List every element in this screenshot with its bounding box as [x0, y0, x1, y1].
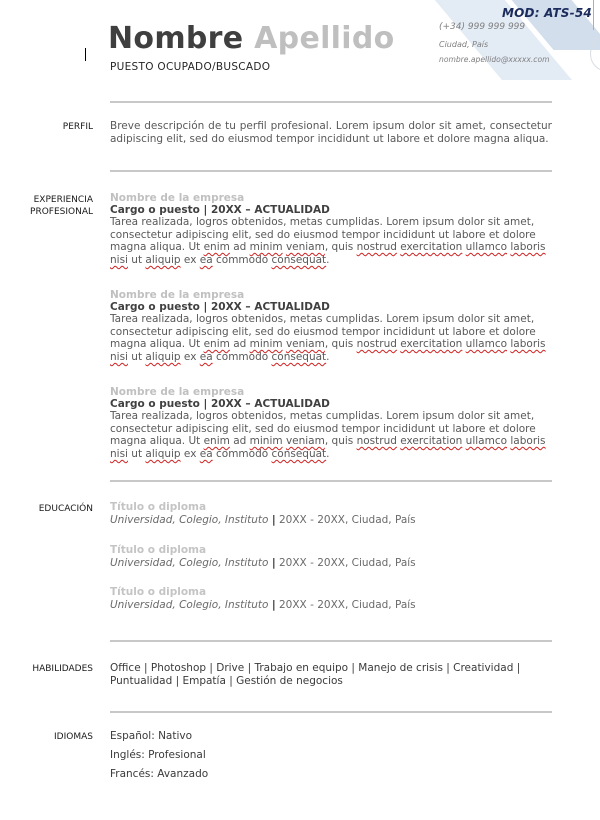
misspelled-word: ea — [199, 350, 213, 363]
section-label-experience — [30, 194, 93, 218]
job-role[interactable]: Cargo o puesto | 20XX – ACTUALIDAD — [110, 301, 330, 313]
misspelled-word: nisi — [110, 350, 128, 363]
model-code: MOD: ATS-54 — [502, 6, 592, 20]
section-label-skills: HABILIDADES — [32, 664, 93, 674]
job-role[interactable]: Cargo o puesto | 20XX – ACTUALIDAD — [110, 398, 330, 410]
separator: | — [271, 557, 276, 569]
misspelled-word: minim — [249, 435, 283, 448]
text-cursor — [85, 48, 86, 61]
misspelled-word: laboris — [510, 435, 546, 448]
education-details[interactable] — [110, 557, 552, 570]
misspelled-word: ea — [199, 253, 213, 266]
misspelled-word: ea — [199, 447, 213, 460]
label-line: EXPERIENCIA — [33, 195, 93, 205]
misspelled-word: exercitation — [400, 241, 463, 254]
experience-item[interactable] — [110, 192, 552, 266]
education-item[interactable] — [110, 544, 552, 570]
degree-title[interactable]: Título o diploma — [110, 586, 207, 598]
degree-title[interactable]: Título o diploma — [110, 544, 207, 556]
misspelled-word: ullamco — [465, 338, 508, 351]
misspelled-word: nisi — [110, 253, 128, 266]
institution: Universidad, Colegio, Instituto — [110, 599, 269, 611]
skills-list[interactable]: Office | Photoshop | Drive | Trabajo en equipo | Manejo de crisis | Creatividad | Puntualidad | Empatía | Gestión de negocios — [110, 662, 521, 687]
job-role[interactable]: Cargo o puesto | 20XX – ACTUALIDAD — [110, 204, 330, 216]
education-item[interactable] — [110, 501, 552, 527]
institution: Universidad, Colegio, Instituto — [110, 514, 269, 526]
education-dates: 20XX - 20XX, Ciudad, País — [275, 514, 416, 526]
education-item[interactable] — [110, 586, 552, 612]
education-dates: 20XX - 20XX, Ciudad, País — [275, 599, 416, 611]
decor-line — [593, 0, 594, 30]
misspelled-word: veniam — [285, 435, 325, 448]
language-item[interactable]: Español: Nativo — [110, 730, 193, 742]
degree-title[interactable]: Título o diploma — [110, 501, 207, 513]
misspelled-word: aliquip — [145, 350, 181, 363]
misspelled-word: veniam — [285, 338, 325, 351]
misspelled-word: aliquip — [145, 447, 181, 460]
misspelled-word: laboris — [510, 338, 546, 351]
misspelled-word: consequat — [271, 447, 327, 460]
section-divider — [110, 170, 552, 172]
separator: | — [271, 514, 276, 526]
misspelled-word: laboris — [510, 241, 546, 254]
education-details[interactable] — [110, 514, 552, 527]
job-description[interactable]: Tarea realizada, logros obtenidos, metas cumplidas. Lorem ipsum dolor sit amet, consectetur adipiscing elit, sed do eiusmod tempor incididunt ut labore et dolore magna aliqua. Ut enim ad minim veniam, quis nostrud exercitation ullamco laboris nisi ut aliquip ex ea commodo consequat. — [110, 216, 546, 266]
misspelled-word: ullamco — [465, 435, 508, 448]
misspelled-word: exercitation — [400, 338, 463, 351]
misspelled-word: nostrud — [356, 435, 397, 448]
institution: Universidad, Colegio, Instituto — [110, 557, 269, 569]
section-label-education: EDUCACIÓN — [38, 504, 93, 514]
misspelled-word: veniam — [285, 241, 325, 254]
misspelled-word: nostrud — [356, 241, 397, 254]
label-line: PROFESIONAL — [30, 207, 93, 217]
section-divider — [110, 480, 552, 482]
education-details[interactable] — [110, 599, 552, 612]
misspelled-word: minim — [249, 338, 283, 351]
section-divider — [110, 640, 552, 642]
company-name[interactable]: Nombre de la empresa — [110, 192, 245, 204]
section-divider — [110, 101, 552, 103]
misspelled-word: enim — [203, 338, 230, 351]
candidate-name[interactable] — [108, 21, 395, 56]
language-item[interactable]: Inglés: Profesional — [110, 749, 206, 761]
misspelled-word: ullamco — [465, 241, 508, 254]
misspelled-word: minim — [249, 241, 283, 254]
misspelled-word: exercitation — [400, 435, 463, 448]
experience-item[interactable] — [110, 289, 552, 363]
company-name[interactable]: Nombre de la empresa — [110, 289, 245, 301]
misspelled-word: aliquip — [145, 253, 181, 266]
job-description[interactable]: Tarea realizada, logros obtenidos, metas cumplidas. Lorem ipsum dolor sit amet, consectetur adipiscing elit, sed do eiusmod tempor incididunt ut labore et dolore magna aliqua. Ut enim ad minim veniam, quis nostrud exercitation ullamco laboris nisi ut aliquip ex ea commodo consequat. — [110, 410, 546, 460]
company-name[interactable]: Nombre de la empresa — [110, 386, 245, 398]
contact-email[interactable]: nombre.apellido@xxxxx.com — [439, 55, 550, 64]
section-divider — [110, 711, 552, 713]
misspelled-word: consequat — [271, 350, 327, 363]
section-label-profile: PERFIL — [62, 122, 93, 132]
section-label-languages: IDIOMAS — [54, 732, 93, 742]
misspelled-word: consequat — [271, 253, 327, 266]
education-dates: 20XX - 20XX, Ciudad, País — [275, 557, 416, 569]
separator: | — [271, 599, 276, 611]
job-title[interactable]: PUESTO OCUPADO/BUSCADO — [110, 61, 271, 73]
profile-text[interactable]: Breve descripción de tu perfil profesional. Lorem ipsum dolor sit amet, consectetur adipiscing elit, sed do eiusmod tempor incididunt ut labore et dolore magna aliqua. — [110, 120, 552, 145]
first-name[interactable]: Nombre — [108, 21, 244, 56]
misspelled-word: nisi — [110, 447, 128, 460]
contact-phone[interactable]: (+34) 999 999 999 — [439, 22, 526, 32]
misspelled-word: nostrud — [356, 338, 397, 351]
misspelled-word: enim — [203, 435, 230, 448]
language-item[interactable]: Francés: Avanzado — [110, 768, 209, 780]
misspelled-word: enim — [203, 241, 230, 254]
experience-item[interactable] — [110, 386, 552, 460]
last-name[interactable]: Apellido — [254, 21, 395, 56]
contact-location[interactable]: Ciudad, País — [439, 40, 489, 49]
job-description[interactable]: Tarea realizada, logros obtenidos, metas cumplidas. Lorem ipsum dolor sit amet, consectetur adipiscing elit, sed do eiusmod tempor incididunt ut labore et dolore magna aliqua. Ut enim ad minim veniam, quis nostrud exercitation ullamco laboris nisi ut aliquip ex ea commodo consequat. — [110, 313, 546, 363]
